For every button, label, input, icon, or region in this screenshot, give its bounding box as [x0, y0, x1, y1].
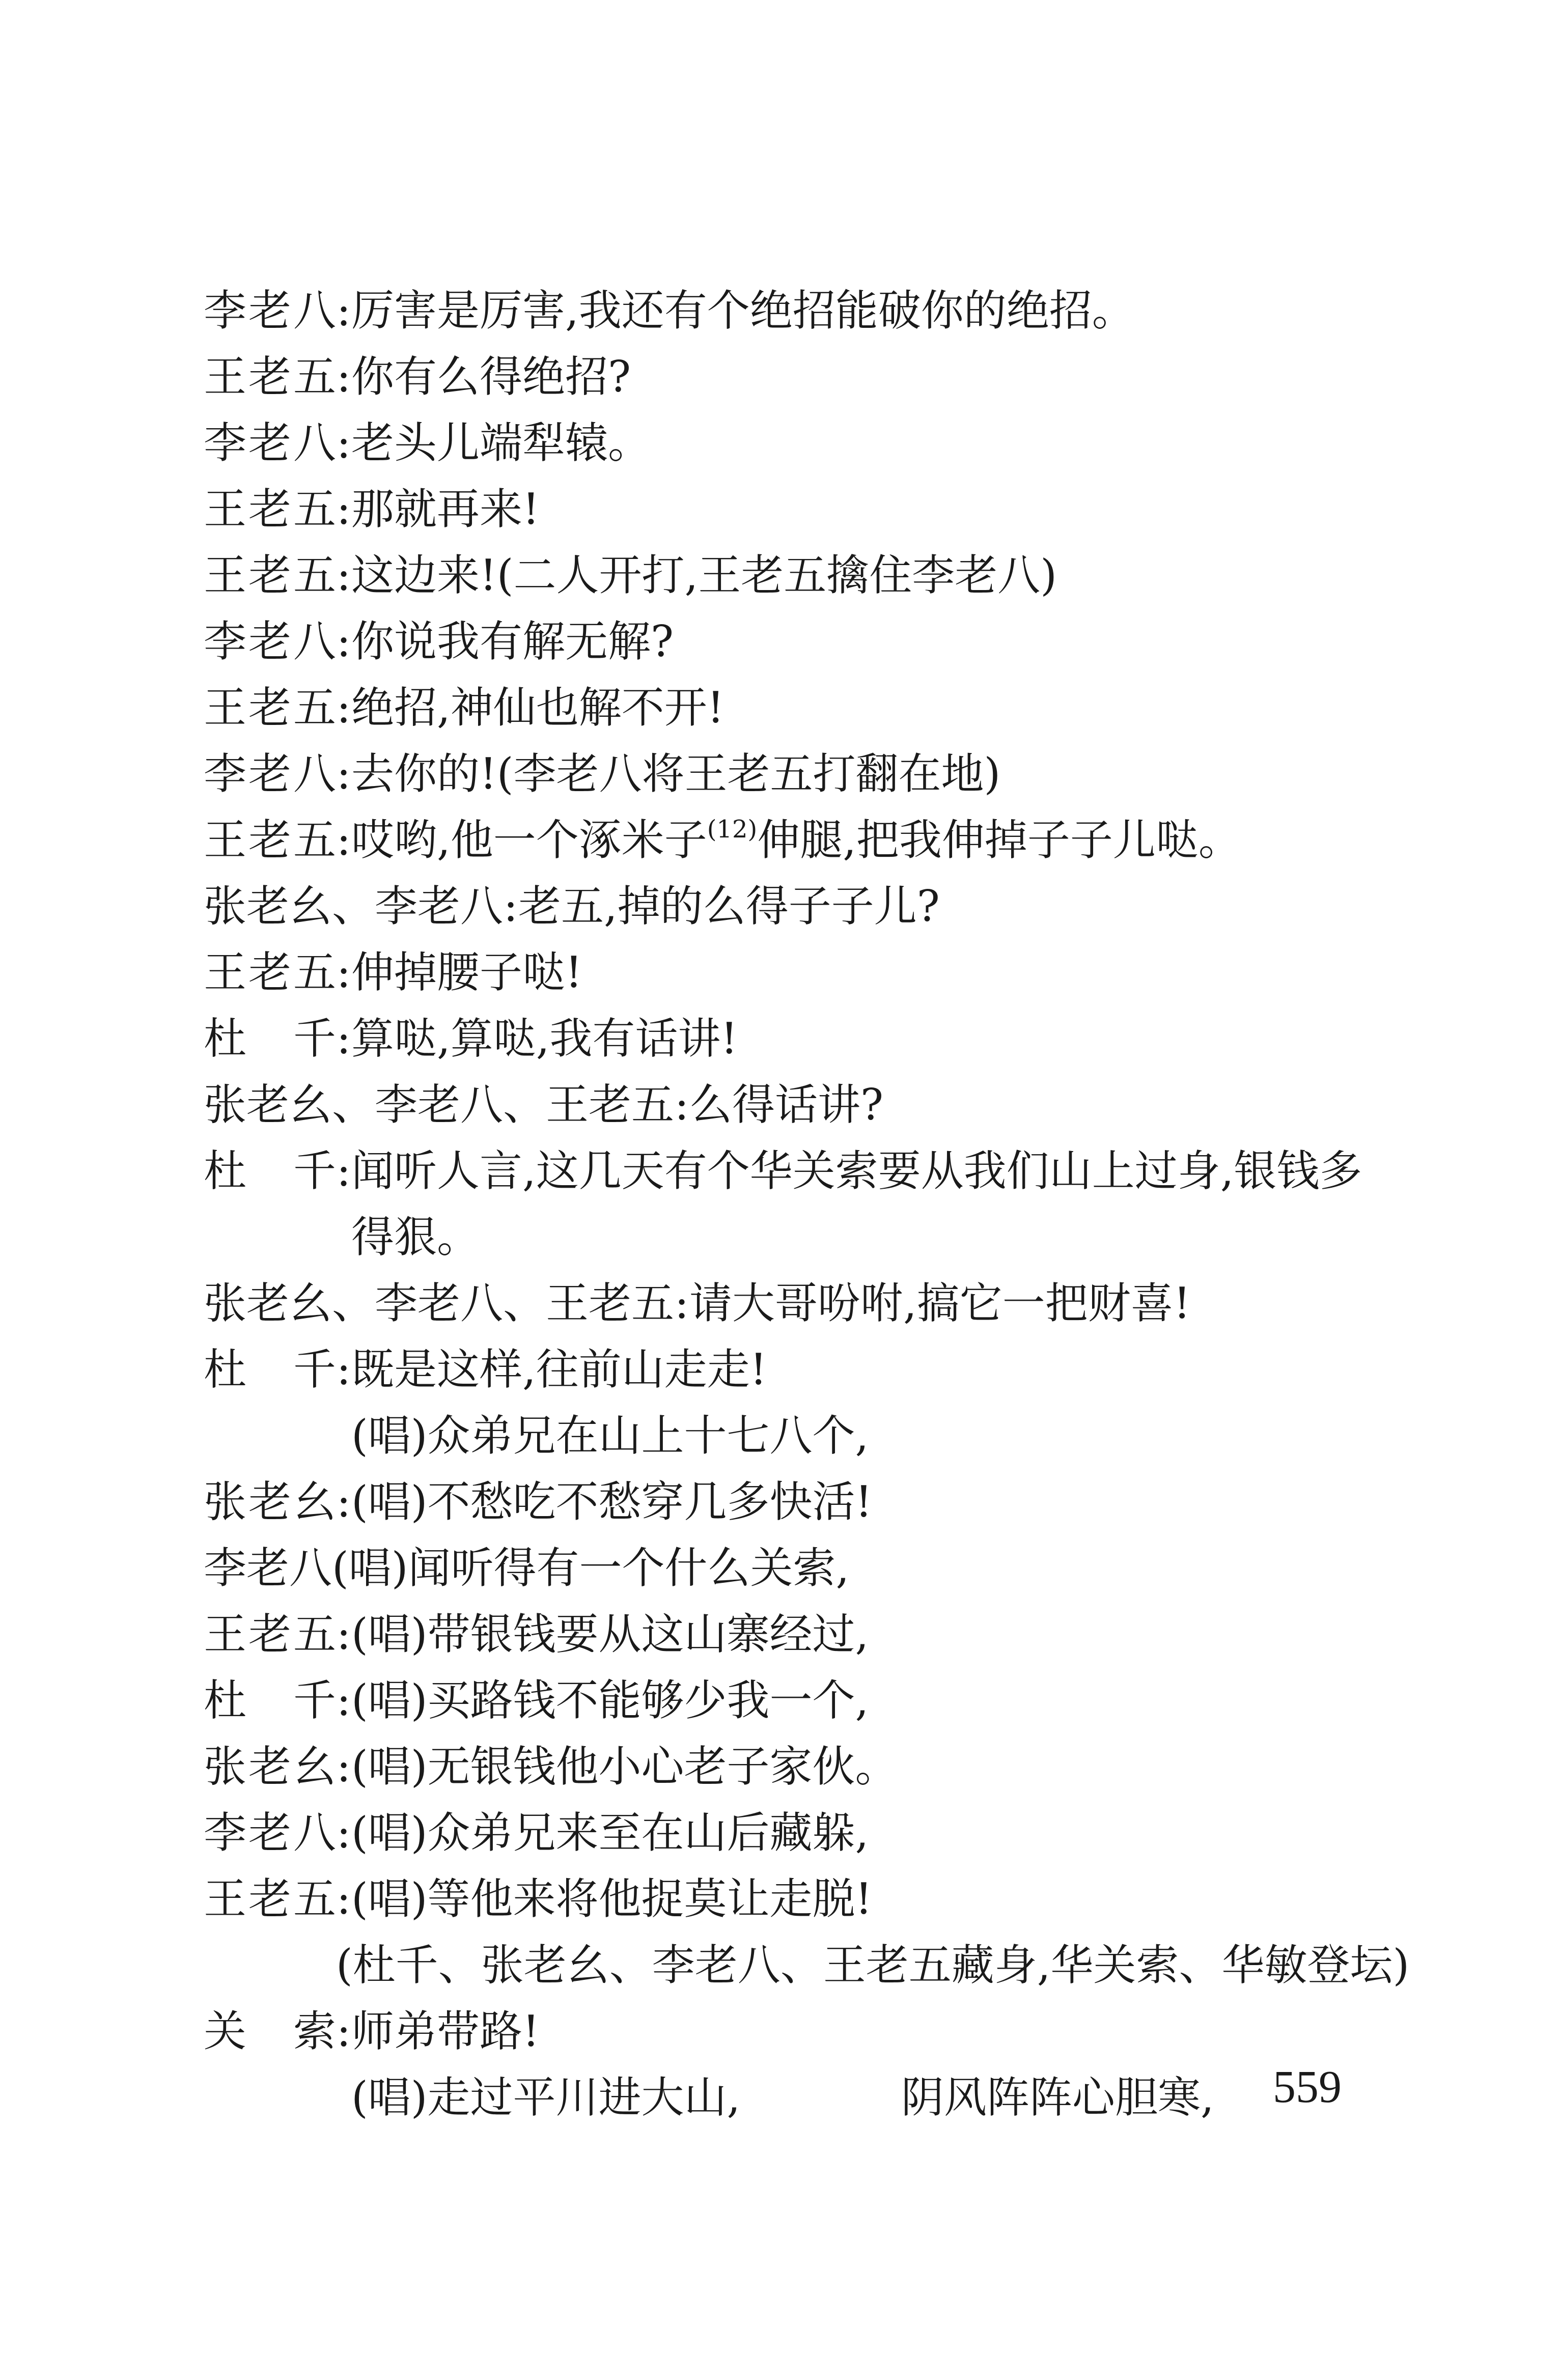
script-line	[204, 1005, 1426, 1072]
script-line	[204, 1072, 1426, 1138]
script-line	[204, 1667, 1426, 1733]
dialogue-text: (唱)无银钱他小心老子家伙。	[351, 1742, 898, 1791]
dialogue-text: 这边来!(二人开打,王老五擒住李老八)	[351, 550, 1057, 600]
speaker-colon: :	[336, 352, 351, 402]
speaker-colon: :	[674, 1080, 689, 1130]
script-text	[204, 277, 1426, 2131]
speaker-colon: :	[336, 1675, 351, 1725]
speaker-colon: :	[336, 1146, 351, 1196]
speaker-name: 李老八	[204, 418, 336, 468]
speaker-colon: :	[336, 1609, 351, 1659]
script-line	[204, 344, 1426, 410]
speaker-colon: :	[336, 1014, 351, 1063]
speaker-name: 王老五	[204, 683, 336, 733]
page-number: 559	[1273, 2062, 1342, 2112]
script-line	[204, 741, 1426, 807]
dialogue-text: 李老八(唱)闻听得有一个什么关索,	[204, 1543, 850, 1593]
speaker-name: 杜 千	[204, 1014, 336, 1063]
script-line	[204, 1998, 1426, 2064]
dialogue-text: 么得话讲?	[689, 1080, 884, 1130]
speaker-colon: :	[336, 1808, 351, 1858]
dialogue-text: 老五,掉的么得子子儿?	[518, 881, 940, 931]
dialogue-continuation: 得狠。	[351, 1212, 480, 1262]
dialogue-text: 师弟带路!	[351, 2006, 540, 2056]
dialogue-text: 请大哥吩咐,搞它一把财喜!	[689, 1278, 1191, 1328]
speaker-name: 张老幺	[204, 1477, 336, 1527]
dialogue-text: (唱)不愁吃不愁穿几多快活!	[351, 1477, 873, 1527]
speaker-colon: :	[336, 286, 351, 335]
script-line	[204, 1138, 1426, 1204]
script-line	[204, 1336, 1426, 1403]
speaker-name: 王老五	[204, 1874, 336, 1924]
speaker-name: 李老八	[204, 286, 336, 335]
dialogue-text: (唱)等他来将他捉莫让走脱!	[351, 1874, 873, 1924]
dialogue-text: 既是这样,往前山走走!	[351, 1345, 767, 1394]
script-line	[204, 807, 1426, 873]
speaker-name: 杜 千	[204, 1146, 336, 1196]
dialogue-text: 闻听人言,这几天有个华关索要从我们山上过身,银钱多	[351, 1146, 1362, 1196]
speaker-colon: :	[336, 947, 351, 997]
speaker-name: 李老八	[204, 1808, 336, 1858]
script-line	[204, 542, 1426, 608]
speaker-name: 王老五	[204, 550, 336, 600]
script-line	[204, 939, 1426, 1005]
script-line	[204, 608, 1426, 675]
speaker-colon: :	[336, 1345, 351, 1394]
dialogue-text: 那就再来!	[351, 484, 540, 534]
script-line	[204, 1204, 1426, 1270]
script-line	[204, 1270, 1426, 1336]
dialogue-text: 伸掉腰子哒!	[351, 947, 582, 997]
speaker-name: 李老八	[204, 749, 336, 799]
speaker-colon: :	[336, 683, 351, 733]
sung-verse: (唱)众弟兄在山上十七八个,	[351, 1411, 869, 1461]
dialogue-text: 你说我有解无解?	[351, 617, 674, 666]
sung-verse-second-half: 阴风阵阵心胆寒,	[901, 2073, 1214, 2122]
dialogue-text: 厉害是厉害,我还有个绝招能破你的绝招。	[351, 286, 1135, 335]
script-line	[204, 1932, 1426, 1998]
script-line	[204, 277, 1426, 344]
speaker-name: 王老五	[204, 484, 336, 534]
script-line	[204, 1866, 1426, 1932]
speaker-colon: :	[336, 484, 351, 534]
speaker-colon: :	[336, 2006, 351, 2056]
speaker-name: 张老幺	[204, 1742, 336, 1791]
script-line	[204, 1601, 1426, 1667]
dialogue-text: 哎哟,他一个涿米子	[351, 815, 707, 865]
speaker-name: 张老幺、李老八	[204, 881, 504, 931]
dialogue-text: 老头儿端犁辕。	[351, 418, 651, 468]
speaker-name: 张老幺、李老八、王老五	[204, 1278, 675, 1328]
speaker-colon: :	[336, 1477, 351, 1527]
dialogue-text: 绝招,神仙也解不开!	[351, 683, 724, 733]
speaker-colon: :	[336, 617, 351, 666]
dialogue-text: (唱)带银钱要从这山寨经过,	[351, 1609, 869, 1659]
speaker-colon: :	[336, 1742, 351, 1791]
dialogue-text: (唱)众弟兄来至在山后藏躲,	[351, 1808, 869, 1858]
speaker-colon: :	[336, 815, 351, 865]
dialogue-text: 伸腿,把我伸掉子子儿哒。	[757, 815, 1241, 865]
speaker-colon: :	[674, 1278, 689, 1328]
script-line	[204, 1403, 1426, 1469]
speaker-name: 杜 千	[204, 1345, 336, 1394]
script-line	[204, 873, 1426, 939]
speaker-name: 李老八	[204, 617, 336, 666]
speaker-colon: :	[336, 1874, 351, 1924]
speaker-colon: :	[336, 550, 351, 600]
footnote-marker: (12)	[707, 815, 758, 844]
sung-verse: (唱)走过平川进大山,	[351, 2073, 741, 2122]
speaker-name: 张老幺、李老八、王老五	[204, 1080, 675, 1130]
speaker-colon: :	[336, 418, 351, 468]
script-line	[204, 1733, 1426, 1800]
script-line	[204, 476, 1426, 542]
dialogue-text: 你有么得绝招?	[351, 352, 631, 402]
speaker-name: 王老五	[204, 947, 336, 997]
script-line	[204, 1800, 1426, 1866]
speaker-colon: :	[503, 881, 518, 931]
dialogue-text: (唱)买路钱不能够少我一个,	[351, 1675, 869, 1725]
speaker-name: 杜 千	[204, 1675, 336, 1725]
speaker-name: 关 索	[204, 2006, 336, 2056]
speaker-colon: :	[336, 749, 351, 799]
dialogue-text: 算哒,算哒,我有话讲!	[351, 1014, 738, 1063]
speaker-name: 王老五	[204, 352, 336, 402]
script-line	[204, 410, 1426, 476]
dialogue-text: 去你的!(李老八将王老五打翻在地)	[351, 749, 1001, 799]
stage-direction: (杜千、张老幺、李老八、王老五藏身,华关索、华敏登坛)	[336, 1940, 1410, 1990]
speaker-name: 王老五	[204, 815, 336, 865]
script-line	[204, 1469, 1426, 1535]
script-line	[204, 2064, 1426, 2131]
script-line	[204, 1535, 1426, 1601]
script-line	[204, 675, 1426, 741]
speaker-name: 王老五	[204, 1609, 336, 1659]
